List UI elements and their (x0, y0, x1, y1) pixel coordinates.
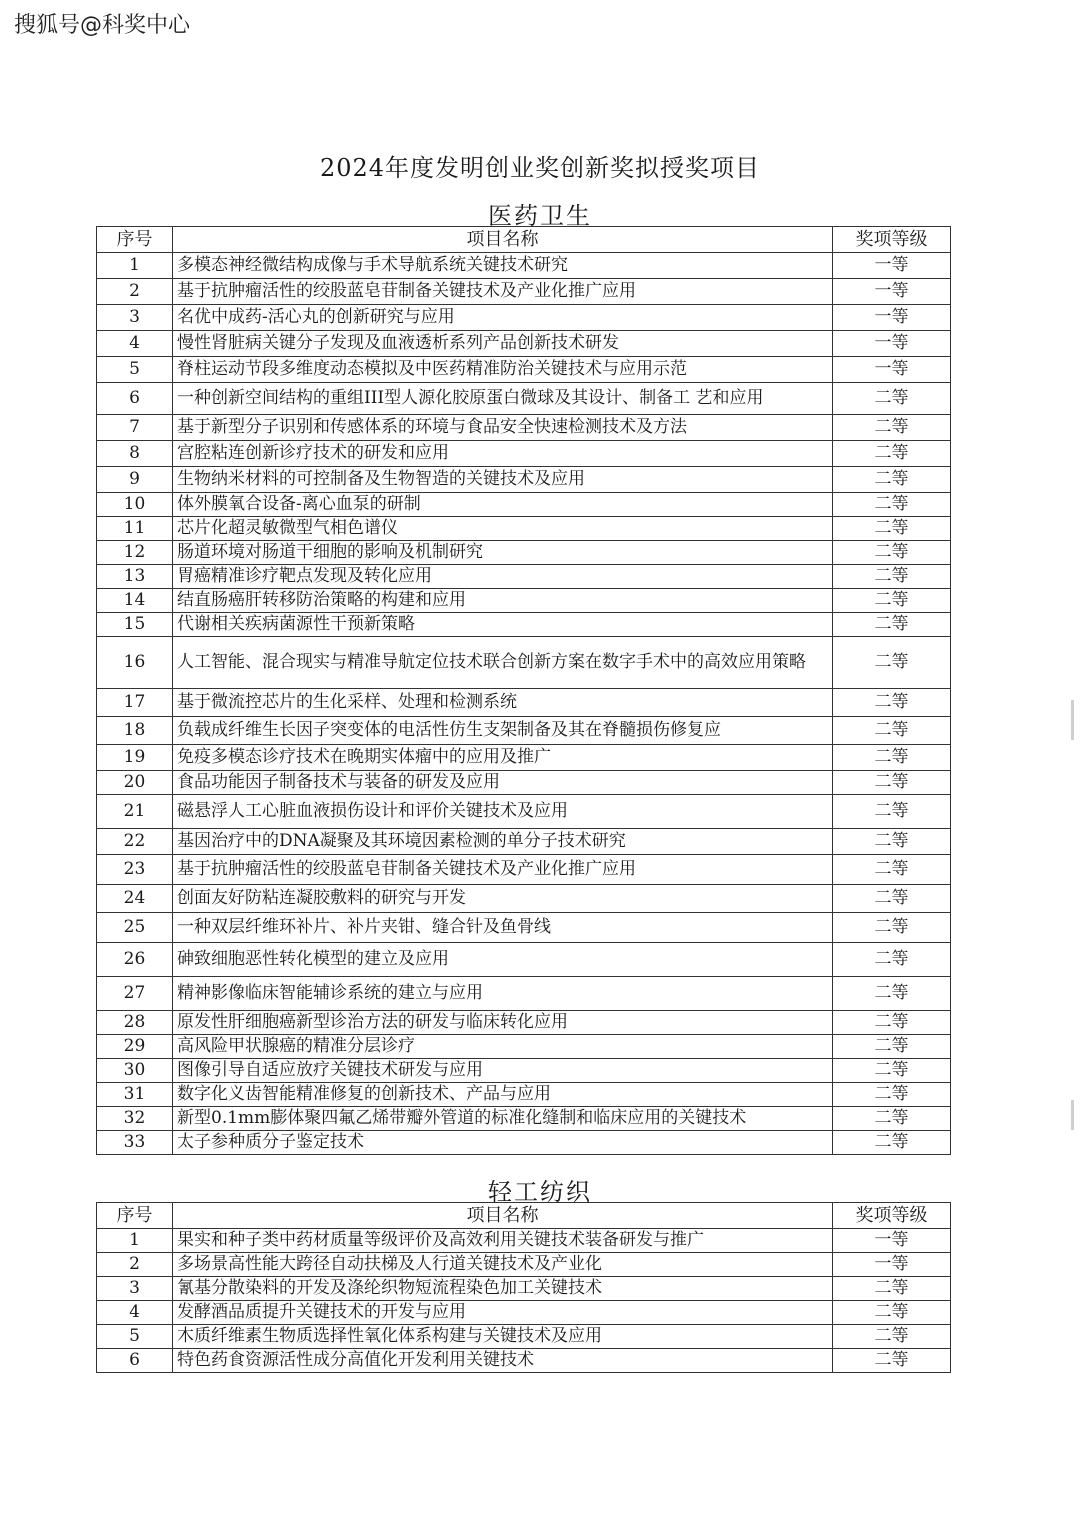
project-name: 基于新型分子识别和传感体系的环境与食品安全快速检测技术及方法 (173, 415, 833, 441)
row-number: 16 (97, 637, 173, 689)
award-level: 一等 (833, 253, 951, 279)
project-name: 芯片化超灵敏微型气相色谱仪 (173, 517, 833, 541)
row-number: 12 (97, 541, 173, 565)
project-name: 负载成纤维生长因子突变体的电活性仿生支架制备及其在脊髓损伤修复应 (173, 717, 833, 745)
project-name: 原发性肝细胞癌新型诊治方法的研发与临床转化应用 (173, 1011, 833, 1035)
table-row (97, 415, 951, 441)
award-level: 二等 (833, 493, 951, 517)
row-number: 27 (97, 977, 173, 1011)
table-row (97, 1277, 951, 1301)
award-level: 一等 (833, 331, 951, 357)
table-row (97, 689, 951, 717)
table-row (97, 1035, 951, 1059)
award-level: 二等 (833, 977, 951, 1011)
award-level: 一等 (833, 279, 951, 305)
project-name: 脊柱运动节段多维度动态模拟及中医药精准防治关键技术与应用示范 (173, 357, 833, 383)
table-row (97, 517, 951, 541)
table-row (97, 913, 951, 943)
award-level: 二等 (833, 383, 951, 415)
project-name: 氰基分散染料的开发及涤纶织物短流程染色加工关键技术 (173, 1277, 833, 1301)
table-row (97, 565, 951, 589)
award-level: 二等 (833, 1083, 951, 1107)
table-row (97, 1011, 951, 1035)
project-name: 砷致细胞恶性转化模型的建立及应用 (173, 943, 833, 977)
project-name: 多模态神经微结构成像与手术导航系统关键技术研究 (173, 253, 833, 279)
award-level: 二等 (833, 517, 951, 541)
award-level: 一等 (833, 357, 951, 383)
award-level: 二等 (833, 637, 951, 689)
award-level: 二等 (833, 771, 951, 795)
table-row (97, 253, 951, 279)
project-name: 数字化义齿智能精准修复的创新技术、产品与应用 (173, 1083, 833, 1107)
table-row (97, 1083, 951, 1107)
project-name: 特色药食资源活性成分高值化开发利用关键技术 (173, 1349, 833, 1373)
table-row (97, 795, 951, 829)
project-name: 精神影像临床智能辅诊系统的建立与应用 (173, 977, 833, 1011)
header-no: 序号 (97, 227, 173, 253)
award-level: 二等 (833, 565, 951, 589)
project-name: 新型0.1mm膨体聚四氟乙烯带瓣外管道的标准化缝制和临床应用的关键技术 (173, 1107, 833, 1131)
project-name: 木质纤维素生物质选择性氧化体系构建与关键技术及应用 (173, 1325, 833, 1349)
row-number: 24 (97, 885, 173, 913)
project-name: 太子参种质分子鉴定技术 (173, 1131, 833, 1155)
project-name: 多场景高性能大跨径自动扶梯及人行道关键技术及产业化 (173, 1253, 833, 1277)
row-number: 5 (97, 357, 173, 383)
award-level: 二等 (833, 885, 951, 913)
table-row (97, 331, 951, 357)
table-row (97, 1349, 951, 1373)
row-number: 2 (97, 1253, 173, 1277)
table-row (97, 717, 951, 745)
award-level: 二等 (833, 1059, 951, 1083)
row-number: 20 (97, 771, 173, 795)
table-row (97, 613, 951, 637)
row-number: 26 (97, 943, 173, 977)
section-title-medicine: 医药卫生 (488, 202, 592, 230)
project-name: 基于抗肿瘤活性的绞股蓝皂苷制备关键技术及产业化推广应用 (173, 279, 833, 305)
award-level: 二等 (833, 541, 951, 565)
row-number: 2 (97, 279, 173, 305)
award-level: 二等 (833, 589, 951, 613)
table-row (97, 1325, 951, 1349)
table-row (97, 943, 951, 977)
project-name: 果实和种子类中药材质量等级评价及高效利用关键技术装备研发与推广 (173, 1229, 833, 1253)
row-number: 22 (97, 829, 173, 855)
project-name: 慢性肾脏病关键分子发现及血液透析系列产品创新技术研发 (173, 331, 833, 357)
project-name: 图像引导自适应放疗关键技术研发与应用 (173, 1059, 833, 1083)
table-row (97, 855, 951, 885)
section-title-light-industry: 轻工纺织 (488, 1178, 592, 1206)
project-name: 磁悬浮人工心脏血液损伤设计和评价关键技术及应用 (173, 795, 833, 829)
project-name-text: 一种创新空间结构的重组III型人源化胶原蛋白微球及其设计、制备工 艺和应用 (177, 387, 764, 408)
award-level: 二等 (833, 1277, 951, 1301)
document-title: 2024年度发明创业奖创新奖拟授奖项目 (319, 154, 761, 182)
award-level: 二等 (833, 717, 951, 745)
award-level: 二等 (833, 689, 951, 717)
award-level: 二等 (833, 943, 951, 977)
row-number: 14 (97, 589, 173, 613)
row-number: 11 (97, 517, 173, 541)
row-number: 8 (97, 441, 173, 467)
project-name: 食品功能因子制备技术与装备的研发及应用 (173, 771, 833, 795)
table-row (97, 1253, 951, 1277)
table-row (97, 637, 951, 689)
table-row (97, 441, 951, 467)
award-level: 二等 (833, 1349, 951, 1373)
row-number: 19 (97, 745, 173, 771)
table-row (97, 771, 951, 795)
row-number: 5 (97, 1325, 173, 1349)
award-table-light-industry (96, 1202, 951, 1373)
award-level: 二等 (833, 913, 951, 943)
table-row (97, 1107, 951, 1131)
table-row (97, 467, 951, 493)
project-name: 基因治疗中的DNA凝聚及其环境因素检测的单分子技术研究 (173, 829, 833, 855)
watermark: 搜狐号@科奖中心 (14, 13, 191, 38)
table-row (97, 829, 951, 855)
row-number: 28 (97, 1011, 173, 1035)
row-number: 6 (97, 383, 173, 415)
award-level: 二等 (833, 467, 951, 493)
header-level: 奖项等级 (833, 227, 951, 253)
row-number: 17 (97, 689, 173, 717)
award-level: 二等 (833, 795, 951, 829)
row-number: 15 (97, 613, 173, 637)
award-level: 二等 (833, 613, 951, 637)
award-table-medicine (96, 226, 951, 1155)
project-name: 发酵酒品质提升关键技术的开发与应用 (173, 1301, 833, 1325)
award-level: 二等 (833, 855, 951, 885)
header-no: 序号 (97, 1203, 173, 1229)
row-number: 23 (97, 855, 173, 885)
row-number: 4 (97, 331, 173, 357)
award-level: 二等 (833, 1325, 951, 1349)
row-number: 6 (97, 1349, 173, 1373)
project-name: 基于抗肿瘤活性的绞股蓝皂苷制备关键技术及产业化推广应用 (173, 855, 833, 885)
award-level: 一等 (833, 305, 951, 331)
row-number: 10 (97, 493, 173, 517)
row-number: 9 (97, 467, 173, 493)
table-row (97, 1229, 951, 1253)
table-body-medicine (97, 253, 951, 1155)
table-row (97, 279, 951, 305)
row-number: 31 (97, 1083, 173, 1107)
award-level: 二等 (833, 1035, 951, 1059)
table-header-row (97, 227, 951, 253)
project-name: 人工智能、混合现实与精准导航定位技术联合创新方案在数字手术中的高效应用策略 (173, 637, 833, 689)
row-number: 30 (97, 1059, 173, 1083)
table-row (97, 589, 951, 613)
table-row (97, 541, 951, 565)
table-row (97, 357, 951, 383)
project-name: 高风险甲状腺癌的精准分层诊疗 (173, 1035, 833, 1059)
row-number: 29 (97, 1035, 173, 1059)
project-name: 创面友好防粘连凝胶敷料的研究与开发 (173, 885, 833, 913)
row-number: 4 (97, 1301, 173, 1325)
row-number: 3 (97, 1277, 173, 1301)
scan-artifact (1071, 1100, 1074, 1130)
row-number: 25 (97, 913, 173, 943)
table-row (97, 885, 951, 913)
row-number: 3 (97, 305, 173, 331)
project-name (173, 383, 833, 415)
award-level: 一等 (833, 1253, 951, 1277)
row-number: 21 (97, 795, 173, 829)
table-row (97, 977, 951, 1011)
row-number: 13 (97, 565, 173, 589)
award-level: 二等 (833, 829, 951, 855)
table-row (97, 745, 951, 771)
scan-artifact (1071, 700, 1074, 740)
row-number: 33 (97, 1131, 173, 1155)
award-level: 二等 (833, 745, 951, 771)
row-number: 1 (97, 1229, 173, 1253)
table-row (97, 1059, 951, 1083)
header-name: 项目名称 (173, 227, 833, 253)
row-number: 18 (97, 717, 173, 745)
table-row (97, 1131, 951, 1155)
project-name: 免疫多模态诊疗技术在晚期实体瘤中的应用及推广 (173, 745, 833, 771)
header-name: 项目名称 (173, 1203, 833, 1229)
award-level: 一等 (833, 1229, 951, 1253)
row-number: 1 (97, 253, 173, 279)
table-row (97, 305, 951, 331)
project-name: 名优中成药-活心丸的创新研究与应用 (173, 305, 833, 331)
award-level: 二等 (833, 415, 951, 441)
table-body-light-industry (97, 1229, 951, 1373)
award-level: 二等 (833, 1131, 951, 1155)
project-name: 基于微流控芯片的生化采样、处理和检测系统 (173, 689, 833, 717)
project-name: 肠道环境对肠道干细胞的影响及机制研究 (173, 541, 833, 565)
project-name: 结直肠癌肝转移防治策略的构建和应用 (173, 589, 833, 613)
project-name: 体外膜氧合设备-离心血泵的研制 (173, 493, 833, 517)
award-level: 二等 (833, 441, 951, 467)
project-name: 胃癌精准诊疗靶点发现及转化应用 (173, 565, 833, 589)
header-level: 奖项等级 (833, 1203, 951, 1229)
project-name: 代谢相关疾病菌源性干预新策略 (173, 613, 833, 637)
award-level: 二等 (833, 1301, 951, 1325)
table-row (97, 383, 951, 415)
row-number: 7 (97, 415, 173, 441)
project-name: 生物纳米材料的可控制备及生物智造的关键技术及应用 (173, 467, 833, 493)
award-level: 二等 (833, 1011, 951, 1035)
project-name: 一种双层纤维环补片、补片夹钳、缝合针及鱼骨线 (173, 913, 833, 943)
table-row (97, 493, 951, 517)
table-header-row (97, 1203, 951, 1229)
award-level: 二等 (833, 1107, 951, 1131)
table-row (97, 1301, 951, 1325)
project-name: 宫腔粘连创新诊疗技术的研发和应用 (173, 441, 833, 467)
row-number: 32 (97, 1107, 173, 1131)
